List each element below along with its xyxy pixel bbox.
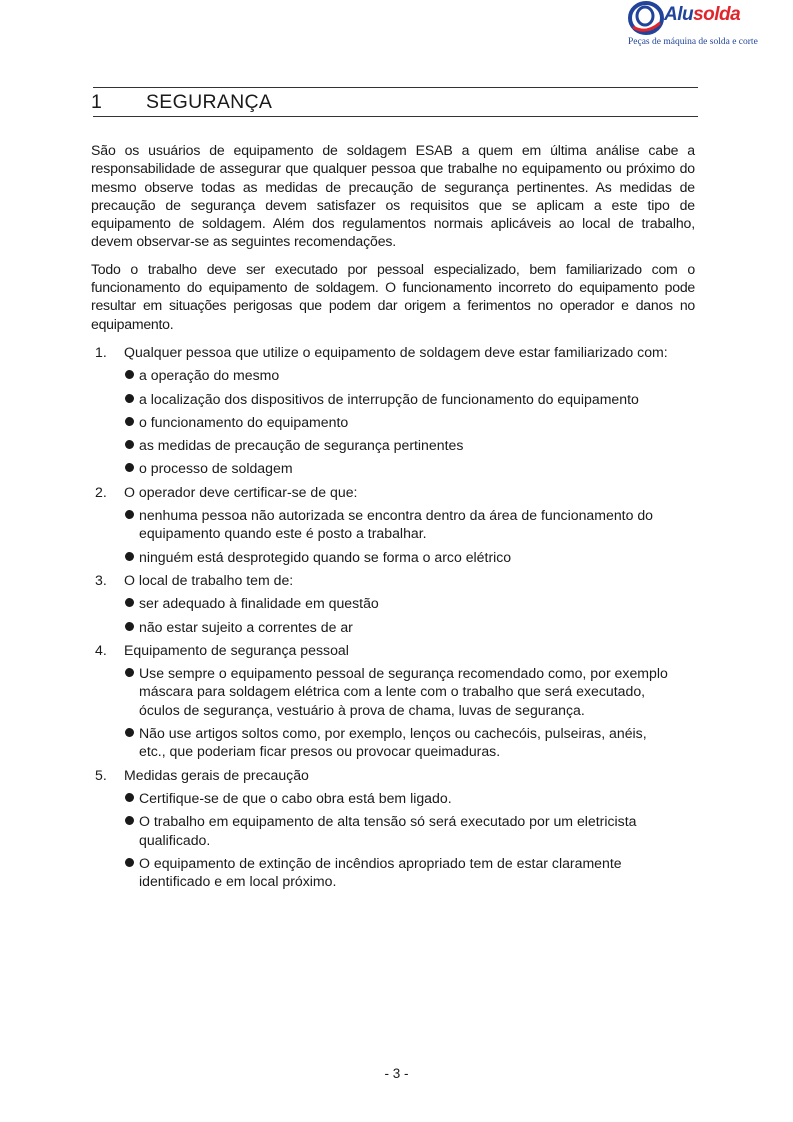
brand-logo: [622, 0, 772, 52]
bullet-item: as medidas de precaução de segurança pertinentes: [124, 436, 672, 454]
bullet-item: Não use artigos soltos como, por exemplo, lenços ou cachecóis, pulseiras, anéis, etc., que poderiam ficar presos ou provocar queimaduras.: [124, 724, 672, 761]
list-item-number: 2.: [95, 483, 107, 500]
list-item-number: 1.: [95, 343, 107, 360]
bullet-item: Certifique-se de que o cabo obra está bem ligado.: [124, 789, 672, 807]
swoosh-logo-icon: [628, 1, 664, 35]
bullet-item: ser adequado à finalidade em questão: [124, 594, 672, 612]
list-item-text: O local de trabalho tem de:: [124, 571, 294, 588]
page-number: - 3 -: [384, 1066, 409, 1081]
staff-paragraph: Todo o trabalho deve ser executado por pessoal especializado, bem familiarizado com o funcionamento do equipamento de soldagem. O funcionamento incorreto do equipamento pode resultar em situações perigosas que podem dar origem a ferimentos no operador e danos no equipamento.: [91, 260, 695, 332]
bullet-item: a localização dos dispositivos de interrupção de funcionamento do equipamento: [124, 390, 672, 408]
list-item: [91, 571, 672, 636]
section-number: 1: [91, 91, 103, 113]
bullet-item: Use sempre o equipamento pessoal de segurança recomendado como, por exemplo máscara para soldagem elétrica com a lente com o trabalho que será executado, óculos de segurança, vestuário à prova de chama, luvas de segurança.: [124, 664, 672, 719]
bullet-item: não estar sujeito a correntes de ar: [124, 618, 672, 636]
sub-list: [124, 506, 672, 566]
list-item-text: Medidas gerais de precaução: [124, 766, 309, 783]
heading-rule-bottom: [93, 116, 698, 117]
list-item: [91, 483, 672, 566]
list-item-text: O operador deve certificar-se de que:: [124, 483, 358, 500]
bullet-item: o processo de soldagem: [124, 459, 672, 477]
list-item-text: Qualquer pessoa que utilize o equipamento de soldagem deve estar familiarizado com:: [124, 343, 668, 360]
bullet-item: a operação do mesmo: [124, 366, 672, 384]
list-item-number: 3.: [95, 571, 107, 588]
list-item: [91, 343, 672, 478]
brand-wordmark: Alusolda: [664, 4, 741, 25]
sub-list: [124, 594, 672, 636]
document-body: [91, 141, 695, 895]
list-item-number: 5.: [95, 766, 107, 783]
list-item-number: 4.: [95, 641, 107, 658]
brand-tagline: Peças de máquina de solda e corte: [628, 37, 758, 47]
bullet-item: o funcionamento do equipamento: [124, 413, 672, 431]
sub-list: [124, 366, 672, 477]
sub-list: [124, 789, 672, 890]
intro-paragraph: São os usuários de equipamento de soldagem ESAB a quem em última análise cabe a responsabilidade de assegurar que qualquer pessoa que trabalhe no equipamento ou próximo do mesmo observe todas as medidas de precaução de segurança pertinentes. As medidas de precaução de segurança devem satisfazer os requisitos que se aplicam a este tipo de equipamento de soldagem. Além dos regulamentos normais aplicáveis ao local de trabalho, devem observar-se as seguintes recomendações.: [91, 142, 695, 250]
list-item: [91, 766, 672, 891]
section-heading: [91, 91, 272, 114]
heading-rule-top: [93, 87, 698, 88]
bullet-item: O equipamento de extinção de incêndios apropriado tem de estar claramente identificado e em local próximo.: [124, 854, 672, 891]
bullet-item: O trabalho em equipamento de alta tensão só será executado por um eletricista qualificado.: [124, 812, 672, 849]
sub-list: [124, 664, 672, 760]
section-title: SEGURANÇA: [146, 91, 273, 113]
list-item-text: Equipamento de segurança pessoal: [124, 641, 349, 658]
safety-list: [91, 343, 695, 890]
list-item: [91, 641, 672, 761]
bullet-item: ninguém está desprotegido quando se forma o arco elétrico: [124, 548, 672, 566]
bullet-item: nenhuma pessoa não autorizada se encontra dentro da área de funcionamento do equipamento quando este é posto a trabalhar.: [124, 506, 672, 543]
